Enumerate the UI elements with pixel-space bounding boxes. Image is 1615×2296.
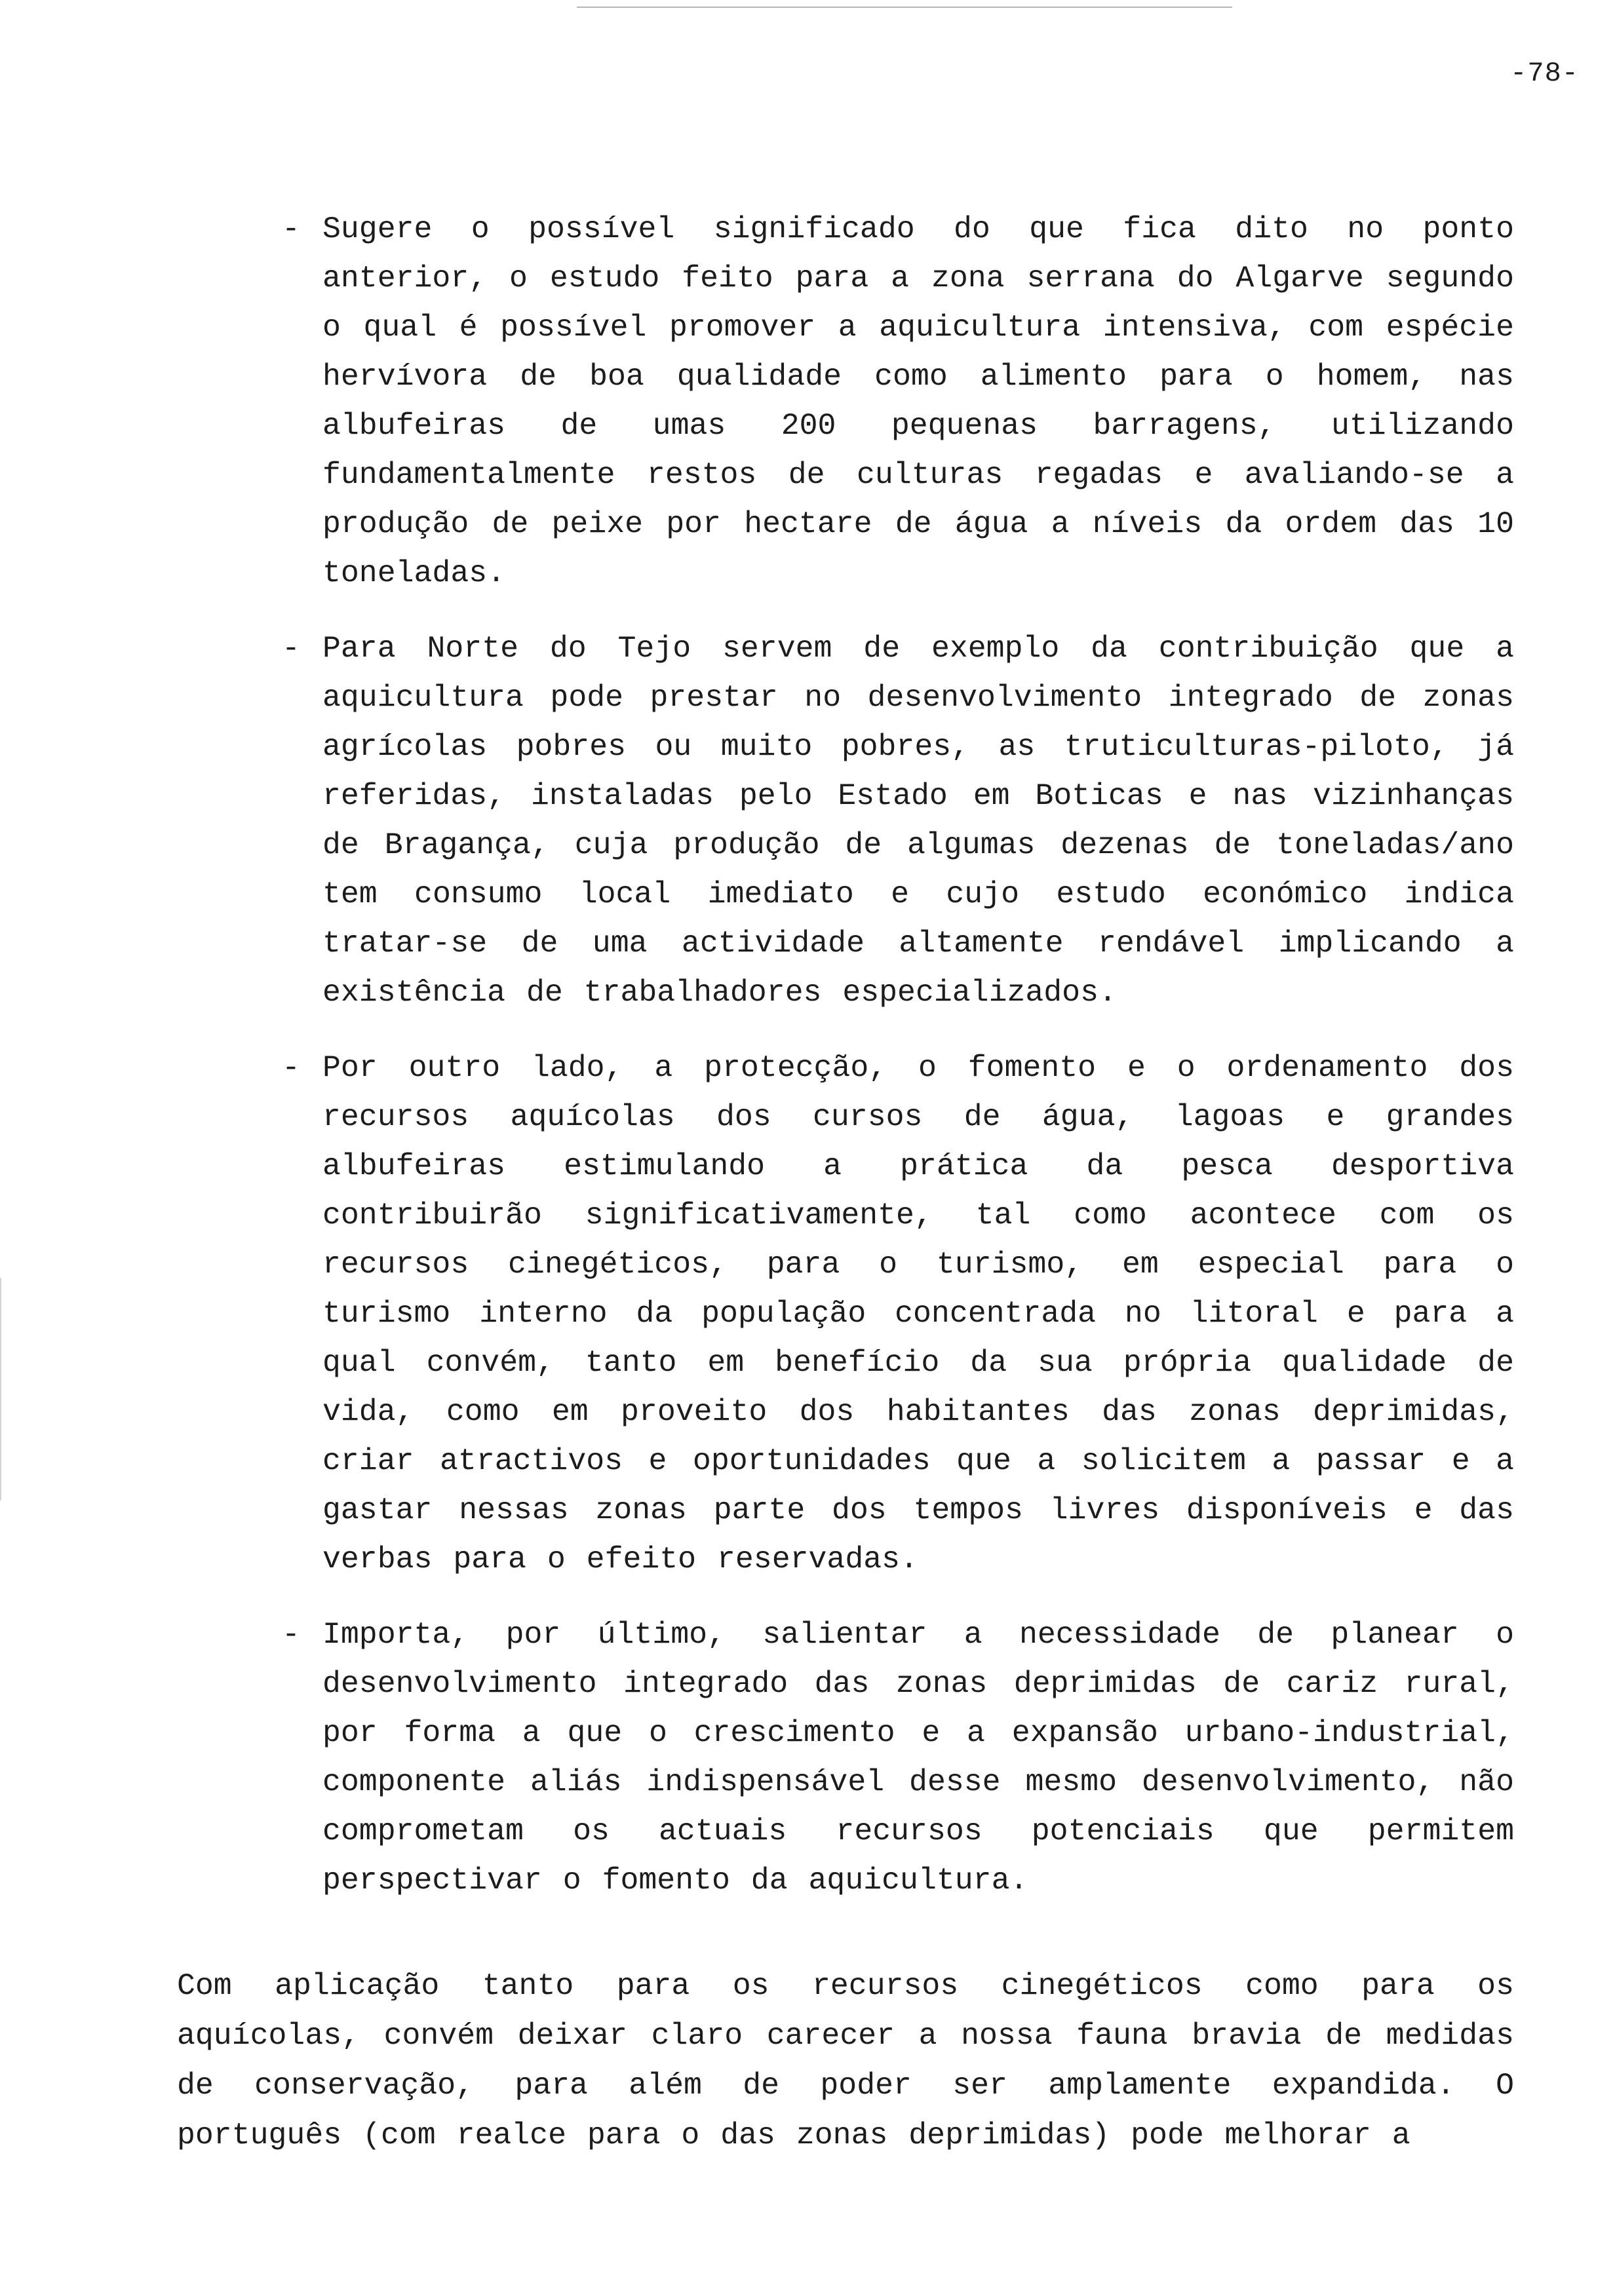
bullet-dash: - [282,1050,300,1085]
bullet-dash: - [282,1617,300,1652]
bullet-item [282,624,1514,1017]
left-margin-scan-line [0,1278,1,1501]
closing-paragraph: Com aplicação tanto para os recursos cinegéticos como para os aquícolas, convém deixar claro carecer a nossa fauna bravia de medidas de conservação, para além de poder ser amplamente expandida. O português (com realce para o das zonas deprimidas) pode melhorar a [177,1968,1514,2152]
bullet-list [282,204,1514,1905]
bullet-item [282,1610,1514,1905]
top-scan-rule [577,7,1232,8]
bullet-text: Por outro lado, a protecção, o fomento e o ordenamento dos recursos aquícolas dos cursos de água, lagoas e grandes albufeiras estimulando a prática da pesca desportiva contribuirão significativamente, tal como acontece com os recursos cinegéticos, para o turismo, em especial para o turismo interno da população concentrada no litoral e para a qual convém, tanto em benefício da sua própria qualidade de vida, como em proveito dos habitantes das zonas deprimidas, criar atractivos e oportunidades que a solicitem a passar e a gastar nessas zonas parte dos tempos livres disponíveis e das verbas para o efeito reservadas. [322,1050,1514,1577]
bullet-text: Importa, por último, salientar a necessidade de planear o desenvolvimento integrado das zonas deprimidas de cariz rural, por forma a que o crescimento e a expansão urbano-industrial, componente aliás indispensável desse mesmo desenvolvimento, não comprometam os actuais recursos potenciais que permitem perspectivar o fomento da aquicultura. [322,1617,1514,1898]
bullet-text: Sugere o possível significado do que fica dito no ponto anterior, o estudo feito para a zona serrana do Algarve segundo o qual é possível promover a aquicultura intensiva, com espécie hervívora de boa qualidade como alimento para o homem, nas albufeiras de umas 200 pequenas barragens, utilizando fundamentalmente restos de culturas regadas e avaliando-se a produção de peixe por hectare de água a níveis da ordem das 10 toneladas. [322,212,1514,590]
bullet-text: Para Norte do Tejo servem de exemplo da contribuição que a aquicultura pode prestar no desenvolvimento integrado de zonas agrícolas pobres ou muito pobres, as truticulturas-piloto, já referidas, instaladas pelo Estado em Boticas e nas vizinhanças de Bragança, cuja produção de algumas dezenas de toneladas/ano tem consumo local imediato e cujo estudo económico indica tratar-se de uma actividade altamente rendável implicando a existência de trabalhadores especializados. [322,631,1514,1010]
bullet-item [282,1043,1514,1584]
page-number: -78- [1510,58,1579,89]
bullet-dash: - [282,212,300,246]
bullet-item [282,204,1514,598]
bullet-dash: - [282,631,300,666]
